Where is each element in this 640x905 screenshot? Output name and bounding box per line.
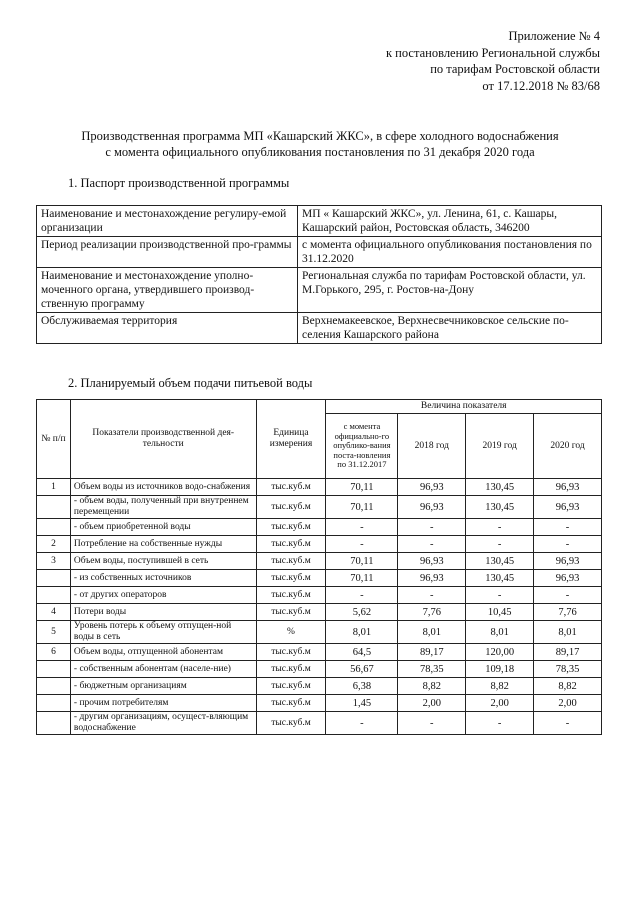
table-row [37, 712, 602, 735]
passport-label: Наименование и местонахождение регулиру-емой организации [37, 206, 298, 237]
row-unit: тыс.куб.м [256, 604, 326, 621]
value-2020: 96,93 [534, 496, 602, 519]
value-period-2017: 1,45 [326, 695, 398, 712]
row-unit: тыс.куб.м [256, 519, 326, 536]
row-unit: тыс.куб.м [256, 695, 326, 712]
passport-value: Верхнемакеевское, Верхнесвечниковское сельские по-селения Кашарского района [298, 313, 602, 344]
value-2018: 8,01 [398, 621, 466, 644]
value-2018: 96,93 [398, 479, 466, 496]
value-2020: - [534, 536, 602, 553]
table-row [37, 479, 602, 496]
header-num: № п/п [37, 400, 71, 479]
value-2020: 89,17 [534, 644, 602, 661]
passport-label: Наименование и местонахождение уполно-моченного органа, утвердившего производ-ственную программу [37, 268, 298, 313]
value-period-2017: 64,5 [326, 644, 398, 661]
table-row [37, 496, 602, 519]
row-number: 3 [37, 553, 71, 570]
row-number [37, 496, 71, 519]
table-row [37, 553, 602, 570]
document-title [40, 128, 600, 160]
value-2020: 78,35 [534, 661, 602, 678]
table-row [37, 268, 602, 313]
water-volume-table [36, 399, 602, 735]
table-row [37, 678, 602, 695]
row-number: 1 [37, 479, 71, 496]
value-2019: 130,45 [466, 496, 534, 519]
value-period-2017: 56,67 [326, 661, 398, 678]
value-2020: 96,93 [534, 570, 602, 587]
passport-value: с момента официального опубликования постановления по 31.12.2020 [298, 237, 602, 268]
value-period-2017: 70,11 [326, 570, 398, 587]
row-number: 5 [37, 621, 71, 644]
row-indicator: Объем воды, поступившей в сеть [70, 553, 256, 570]
section-heading-volume: 2. Планируемый объем подачи питьевой воды [68, 376, 313, 390]
value-2020: - [534, 519, 602, 536]
header-indicator: Показатели производственной дея-тельности [70, 400, 256, 479]
value-2019: - [466, 712, 534, 735]
table-row [37, 519, 602, 536]
value-period-2017: 8,01 [326, 621, 398, 644]
header-2018: 2018 год [398, 414, 466, 479]
row-indicator: - собственным абонентам (населе-ние) [70, 661, 256, 678]
value-2019: 109,18 [466, 661, 534, 678]
row-number [37, 587, 71, 604]
row-number [37, 661, 71, 678]
value-2019: 8,82 [466, 678, 534, 695]
value-period-2017: 70,11 [326, 553, 398, 570]
passport-table [36, 205, 602, 344]
value-2020: - [534, 712, 602, 735]
row-indicator: - из собственных источников [70, 570, 256, 587]
title-line: с момента официального опубликования постановления по 31 декабря 2020 года [105, 145, 535, 159]
row-unit: тыс.куб.м [256, 570, 326, 587]
table-header-row [37, 400, 602, 414]
value-period-2017: 70,11 [326, 496, 398, 519]
value-2020: 8,01 [534, 621, 602, 644]
value-2020: 2,00 [534, 695, 602, 712]
appendix-line: от 17.12.2018 № 83/68 [482, 78, 600, 93]
row-unit: % [256, 621, 326, 644]
value-2019: - [466, 587, 534, 604]
table-row [37, 313, 602, 344]
value-2018: 89,17 [398, 644, 466, 661]
header-unit: Единица измерения [256, 400, 326, 479]
row-number: 4 [37, 604, 71, 621]
value-2018: - [398, 587, 466, 604]
value-2019: 130,45 [466, 553, 534, 570]
table-row [37, 237, 602, 268]
value-period-2017: - [326, 536, 398, 553]
passport-label: Период реализации производственной про-граммы [37, 237, 298, 268]
table-row [37, 644, 602, 661]
value-2019: - [466, 519, 534, 536]
row-unit: тыс.куб.м [256, 479, 326, 496]
row-indicator: Объем воды, отпущенной абонентам [70, 644, 256, 661]
row-indicator: - бюджетным организациям [70, 678, 256, 695]
row-unit: тыс.куб.м [256, 536, 326, 553]
row-indicator: - объем приобретенной воды [70, 519, 256, 536]
value-2020: 7,76 [534, 604, 602, 621]
row-number [37, 570, 71, 587]
header-period-2017: с момента официально-го опублико-вания поста-новления по 31.12.2017 [326, 414, 398, 479]
value-2020: 96,93 [534, 479, 602, 496]
row-unit: тыс.куб.м [256, 712, 326, 735]
value-2018: 78,35 [398, 661, 466, 678]
value-2019: 8,01 [466, 621, 534, 644]
table-row [37, 206, 602, 237]
row-unit: тыс.куб.м [256, 553, 326, 570]
table-row [37, 621, 602, 644]
value-2018: 2,00 [398, 695, 466, 712]
row-indicator: Потребление на собственные нужды [70, 536, 256, 553]
value-2018: 96,93 [398, 553, 466, 570]
table-row [37, 587, 602, 604]
value-2018: - [398, 536, 466, 553]
row-number: 6 [37, 644, 71, 661]
value-2018: - [398, 712, 466, 735]
value-2020: 96,93 [534, 553, 602, 570]
appendix-header [386, 28, 600, 94]
row-number [37, 712, 71, 735]
value-2019: 130,45 [466, 570, 534, 587]
value-period-2017: 5,62 [326, 604, 398, 621]
appendix-line: Приложение № 4 [508, 29, 600, 43]
value-period-2017: - [326, 519, 398, 536]
section-heading-passport: 1. Паспорт производственной программы [68, 176, 290, 190]
value-period-2017: - [326, 587, 398, 604]
row-unit: тыс.куб.м [256, 587, 326, 604]
value-2018: 7,76 [398, 604, 466, 621]
value-period-2017: 70,11 [326, 479, 398, 496]
value-2018: 8,82 [398, 678, 466, 695]
row-unit: тыс.куб.м [256, 678, 326, 695]
row-unit: тыс.куб.м [256, 661, 326, 678]
row-number: 2 [37, 536, 71, 553]
table-row [37, 604, 602, 621]
row-unit: тыс.куб.м [256, 644, 326, 661]
value-2018: 96,93 [398, 496, 466, 519]
table-row [37, 570, 602, 587]
passport-value: МП « Кашарский ЖКС», ул. Ленина, 61, с. Кашары, Кашарский район, Ростовская область, 346200 [298, 206, 602, 237]
value-2019: - [466, 536, 534, 553]
header-2019: 2019 год [466, 414, 534, 479]
header-2020: 2020 год [534, 414, 602, 479]
row-number [37, 519, 71, 536]
row-indicator: Уровень потерь к объему отпущен-ной воды в сеть [70, 621, 256, 644]
appendix-line: по тарифам Ростовской области [430, 62, 600, 76]
value-2020: 8,82 [534, 678, 602, 695]
row-indicator: - другим организациям, осущест-вляющим водоснабжение [70, 712, 256, 735]
row-indicator: Объем воды из источников водо-снабжения [70, 479, 256, 496]
value-2020: - [534, 587, 602, 604]
value-period-2017: - [326, 712, 398, 735]
row-indicator: - объем воды, полученный при внутреннем перемещении [70, 496, 256, 519]
appendix-line: к постановлению Региональной службы [385, 45, 600, 60]
row-indicator: - от других операторов [70, 587, 256, 604]
value-2019: 2,00 [466, 695, 534, 712]
value-2018: 96,93 [398, 570, 466, 587]
table-row [37, 661, 602, 678]
row-unit: тыс.куб.м [256, 496, 326, 519]
row-indicator: - прочим потребителям [70, 695, 256, 712]
value-2019: 10,45 [466, 604, 534, 621]
row-number [37, 678, 71, 695]
passport-label: Обслуживаемая территория [37, 313, 298, 344]
row-number [37, 695, 71, 712]
title-line: Производственная программа МП «Кашарский ЖКС», в сфере холодного водоснабжения [81, 129, 559, 143]
table-row [37, 695, 602, 712]
value-2018: - [398, 519, 466, 536]
value-period-2017: 6,38 [326, 678, 398, 695]
passport-value: Региональная служба по тарифам Ростовской области, ул. М.Горького, 295, г. Ростов-на-Дону [298, 268, 602, 313]
table-row [37, 536, 602, 553]
row-indicator: Потери воды [70, 604, 256, 621]
header-value-group: Величина показателя [326, 400, 602, 414]
value-2019: 130,45 [466, 479, 534, 496]
value-2019: 120,00 [466, 644, 534, 661]
